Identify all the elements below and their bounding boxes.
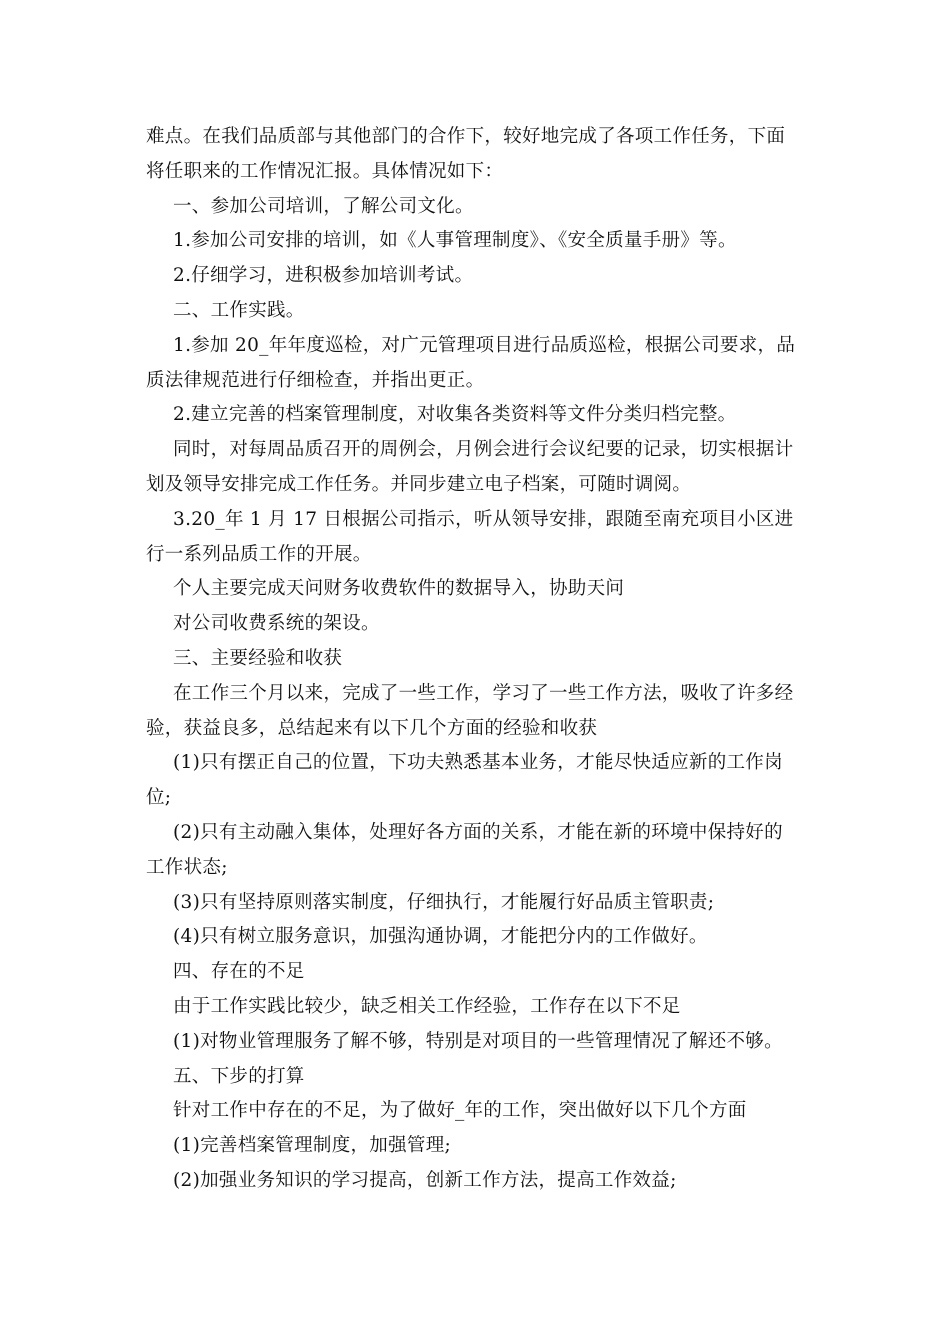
text-line: 工作状态; [146,856,228,878]
text-line: 将任职来的工作情况汇报。具体情况如下： [146,160,504,182]
text-line: (4)只有树立服务意识，加强沟通协调，才能把分内的工作做好。 [173,926,708,948]
text-line: 行一系列品质工作的开展。 [146,543,372,565]
text-line: 1.参加 20_年年度巡检，对广元管理项目进行品质巡检，根据公司要求，品 [173,334,796,356]
text-line: 2.仔细学习，进积极参加培训考试。 [173,265,474,287]
text-line: 在工作三个月以来，完成了一些工作，学习了一些工作方法，吸收了许多经 [173,682,794,704]
text-line: 1.参加公司安排的培训，如《人事管理制度》、《安全质量手册》等。 [173,230,737,252]
text-line: 2.建立完善的档案管理制度，对收集各类资料等文件分类归档完整。 [173,404,737,426]
text-line: (1)只有摆正自己的位置，下功夫熟悉基本业务，才能尽快适应新的工作岗 [173,752,783,774]
text-line: 一、参加公司培训，了解公司文化。 [173,195,474,217]
text-line: (2)只有主动融入集体，处理好各方面的关系，才能在新的环境中保持好的 [173,821,783,843]
text-line: 个人主要完成天问财务收费软件的数据导入，协助天问 [173,578,625,600]
text-line: 针对工作中存在的不足，为了做好_年的工作，突出做好以下几个方面 [173,1100,747,1122]
text-line: (3)只有坚持原则落实制度，仔细执行，才能履行好品质主管职责; [173,891,715,913]
text-line: 三、主要经验和收获 [173,647,343,669]
text-line: 由于工作实践比较少，缺乏相关工作经验，工作存在以下不足 [173,995,681,1017]
text-line: 五、下步的打算 [173,1065,305,1087]
text-line: 验，获益良多，总结起来有以下几个方面的经验和收获 [146,717,598,739]
text-line: (1)完善档案管理制度，加强管理; [173,1135,452,1157]
text-line: 质法律规范进行仔细检查，并指出更正。 [146,369,485,391]
text-line: 对公司收费系统的架设。 [173,613,380,635]
text-line: 3.20_年 1 月 17 日根据公司指示，听从领导安排，跟随至南充项目小区进 [173,508,794,530]
text-line: (2)加强业务知识的学习提高，创新工作方法，提高工作效益; [173,1169,677,1191]
text-line: 四、存在的不足 [173,961,305,983]
document-body [146,120,806,1199]
text-line: 二、工作实践。 [173,299,305,321]
text-line: (1)对物业管理服务了解不够，特别是对项目的一些管理情况了解还不够。 [173,1030,783,1052]
text-line: 同时，对每周品质召开的周例会，月例会进行会议纪要的记录，切实根据计 [173,439,794,461]
text-line: 划及领导安排完成工作任务。并同步建立电子档案，可随时调阅。 [146,473,692,495]
text-line: 难点。在我们品质部与其他部门的合作下，较好地完成了各项工作任务，下面 [146,126,786,147]
text-line: 位; [146,787,172,809]
